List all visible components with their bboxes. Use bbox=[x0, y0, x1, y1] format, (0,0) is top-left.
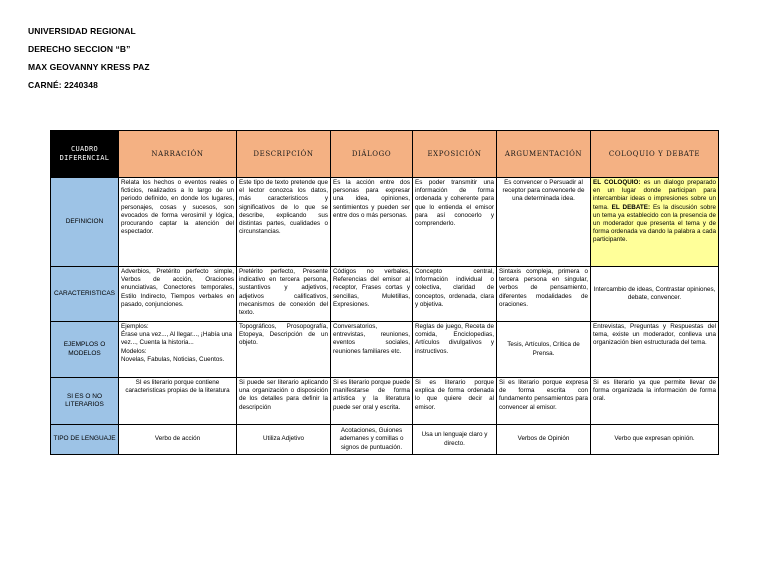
table-cell: Adverbios, Pretérito perfecto simple, Verbos de acción, Oraciones enunciativas, Conectores temporales, Estilo Indirecto, Tiempos verbales en pasado, conjunciones. bbox=[119, 267, 237, 322]
row-label-ejemplos: EJEMPLOS O MODELOS bbox=[51, 322, 119, 378]
table-cell: Este tipo de texto pretende que el lector conozca los datos, más caracteristicos y significativos de lo que se describe, explicando sus distintas partes, cualidades o circunstancias. bbox=[237, 178, 331, 267]
row-label-literarios: SI ES O NO LITERARIOS bbox=[51, 378, 119, 425]
table-row bbox=[51, 178, 719, 267]
corner-cell: CUADRO DIFERENCIAL bbox=[51, 131, 119, 178]
university-name: UNIVERSIDAD REGIONAL bbox=[28, 26, 136, 36]
table-cell: Ejemplos: Érase una vez..., Al llegar..., ¡Había una vez..., Cuenta la historia... Modelos: Novelas, Fabulas, Noticias, Cuentos. bbox=[119, 322, 237, 378]
coloquio-text: es un dialogo preparado en un lugar donde participan para intercambiar ideas o impresiones sobre un tema. bbox=[593, 179, 716, 211]
student-carne: CARNÉ: 2240348 bbox=[28, 80, 98, 90]
table-row bbox=[51, 322, 719, 378]
debate-text: Es la discusión sobre un tema ya establecido con la presencia de un moderador que presenta el tema y de forma ordenada va dando la palabra a cada participante. bbox=[593, 203, 716, 244]
table-cell: Intercambio de ideas, Contrastar opiniones, debate, convencer. bbox=[591, 267, 719, 322]
table-row bbox=[51, 378, 719, 425]
table-header-row bbox=[51, 131, 719, 178]
col-header-argumentacion: ARGUMENTACIÓN bbox=[497, 131, 591, 178]
table-row bbox=[51, 267, 719, 322]
table-cell: Topográficos, Prosopografía, Etopeya, Descripción de un objeto. bbox=[237, 322, 331, 378]
row-label-caracteristicas: CARACTERISTICAS bbox=[51, 267, 119, 322]
table-cell: Tesis, Artículos, Crítica de Prensa. bbox=[497, 322, 591, 378]
coloquio-definition-cell bbox=[591, 178, 719, 267]
col-header-dialogo: DIÁLOGO bbox=[331, 131, 413, 178]
table-cell: Concepto central, Información individual o colectiva, claridad de conceptos, ordenada, clara y objetiva. bbox=[413, 267, 497, 322]
table-cell: Verbos de Opinión bbox=[497, 425, 591, 455]
row-label-lenguaje: TIPO DE LENGUAJE bbox=[51, 425, 119, 455]
table-cell: Es convencer o Persuadir al receptor para convencerle de una determinada idea. bbox=[497, 178, 591, 267]
table-cell: Es la acción entre dos personas para expresar una idea, opiniones, sentimientos y pueden ser entre dos o más personas. bbox=[331, 178, 413, 267]
table-cell: Si es literario ya que permite llevar de forma organizada la información de forma oral. bbox=[591, 378, 719, 425]
col-header-coloquio: COLOQUIO Y DEBATE bbox=[591, 131, 719, 178]
table-cell: Si puede ser literario aplicando una organización o disposición de los detalles para definir la descripción bbox=[237, 378, 331, 425]
table-cell: Conversatorios, entrevistas, reuniones, eventos sociales, reuniones familiares etc. bbox=[331, 322, 413, 378]
student-name: MAX GEOVANNY KRESS PAZ bbox=[28, 62, 150, 72]
table-cell: Relata los hechos o eventos reales o ficticios, realizados a lo largo de un periodo definido, en donde los lugares, personajes, cosas y sucesos, son evocados de forma verosimil y lógica, procurando captar la atención del espectador. bbox=[119, 178, 237, 267]
row-label-definicion: DEFINICION bbox=[51, 178, 119, 267]
document-header bbox=[28, 22, 150, 94]
col-header-narracion: NARRACIÓN bbox=[119, 131, 237, 178]
table-cell: Acotaciones, Guiones ademanes y comillas o signos de puntuación. bbox=[331, 425, 413, 455]
comparison-table bbox=[50, 130, 719, 455]
table-cell: Es poder transmitir una información de forma ordenada y coherente para que lo entienda el emisor para así conocerlo y comprenderlo. bbox=[413, 178, 497, 267]
table-cell: Si es literario porque expresa de forma escrita con fundamento pensamientos para convencer al emisor. bbox=[497, 378, 591, 425]
table-row bbox=[51, 425, 719, 455]
debate-label: EL DEBATE: bbox=[608, 203, 651, 211]
table-cell: Sintaxis compleja, primera o tercera persona en singular, verbos de pensamiento, diferentes modalidades de oraciones. bbox=[497, 267, 591, 322]
table-cell: Utiliza Adjetivo bbox=[237, 425, 331, 455]
table-cell: Usa un lenguaje claro y directo. bbox=[413, 425, 497, 455]
table-cell: Verbo de acción bbox=[119, 425, 237, 455]
table-cell: Reglas de juego, Receta de comida, Enciclopedias, Artículos divulgativos y instructivos. bbox=[413, 322, 497, 378]
table-cell: Códigos no verbales, Referencias del emisor al receptor, Frases cortas y sencillas, Muletillas, Expresiones. bbox=[331, 267, 413, 322]
table-cell: Si es literario porque puede manifestarse de forma artística y la literatura puede ser oral y escrita. bbox=[331, 378, 413, 425]
col-header-exposicion: EXPOSICIÓN bbox=[413, 131, 497, 178]
coloquio-label: EL COLOQUIO: bbox=[593, 179, 641, 186]
table-cell: Si es literario porque explica de forma ordenada lo que quiere decir al emisor. bbox=[413, 378, 497, 425]
table-cell: Verbo que expresan opinión. bbox=[591, 425, 719, 455]
section-name: DERECHO SECCION “B” bbox=[28, 44, 131, 54]
col-header-descripcion: DESCRIPCIÓN bbox=[237, 131, 331, 178]
table-cell: SI es literario porque contiene caracteristicas propias de la literatura bbox=[119, 378, 237, 425]
table-cell: Entrevistas, Preguntas y Respuestas del tema, existe un moderador, conlleva una organización bien estructurada del tema. bbox=[591, 322, 719, 378]
table-cell: Pretérito perfecto, Presente indicativo en tercera persona, sustantivos y adjetivos, adjetivos calificativos, mecanismos de conexión del texto. bbox=[237, 267, 331, 322]
